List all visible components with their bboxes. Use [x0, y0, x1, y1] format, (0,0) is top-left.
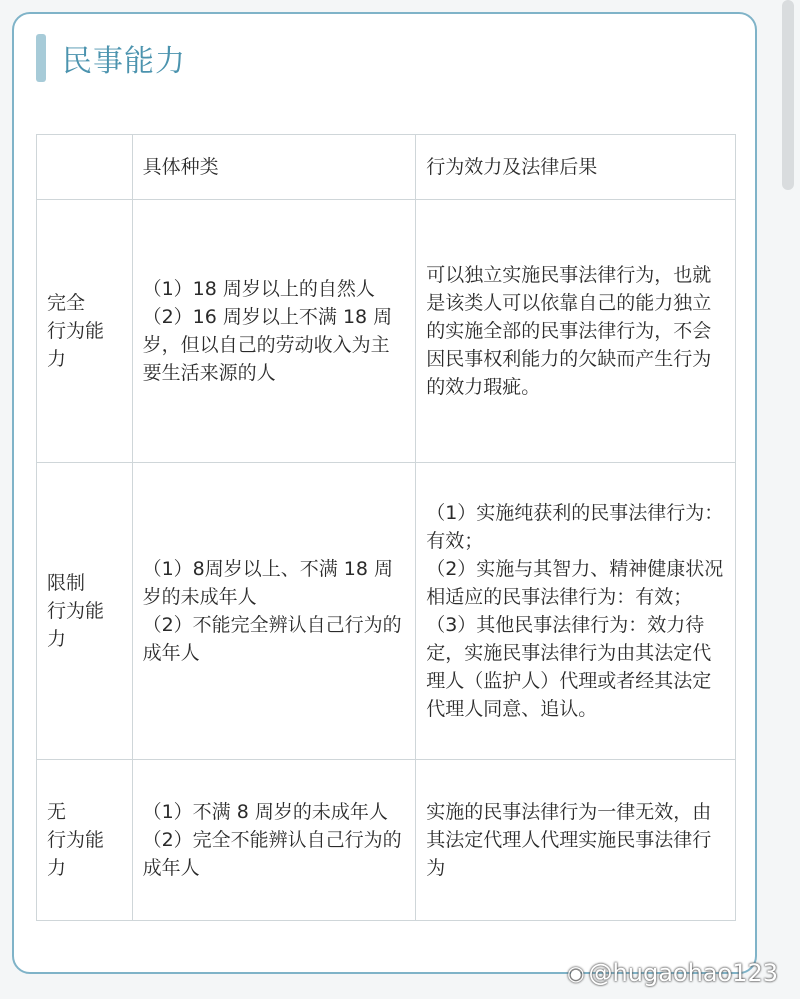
capacity-table — [36, 134, 736, 921]
row-name-line: 行为能 — [47, 320, 105, 342]
page-title: 民事能力 — [62, 44, 186, 79]
scrollbar-thumb[interactable] — [782, 0, 794, 190]
weibo-icon: ◉ — [567, 961, 585, 985]
row-types-cell — [132, 760, 416, 921]
title-accent-bar — [36, 34, 46, 82]
effect-item: 实施的民事法律行为一律无效，由其法定代理人代理实施民事法律行为 — [426, 801, 712, 879]
header-types: 具体种类 — [132, 135, 416, 200]
type-item: （1）18 周岁以上的自然人 — [142, 278, 375, 300]
row-name-line: 完全 — [47, 292, 86, 314]
header-effect: 行为效力及法律后果 — [416, 135, 736, 200]
row-name-cell — [37, 200, 133, 463]
table-row — [37, 200, 736, 463]
row-name-line: 无 — [47, 801, 67, 823]
type-item: （2）完全不能辨认自己行为的成年人 — [142, 829, 402, 879]
type-item: （2）不能完全辨认自己行为的成年人 — [142, 614, 402, 664]
row-types-cell — [132, 200, 416, 463]
row-name-line: 行为能 — [47, 829, 105, 851]
watermark — [567, 959, 778, 987]
table-row — [37, 463, 736, 760]
row-name-line: 限制 — [47, 572, 86, 594]
watermark-text: @hugaohao123 — [588, 959, 778, 987]
row-name-line: 行为能 — [47, 600, 105, 622]
row-types-cell — [132, 463, 416, 760]
effect-item: （1）实施纯获利的民事法律行为：有效； — [426, 502, 724, 552]
row-name-line: 力 — [47, 348, 67, 370]
row-name-line: 力 — [47, 857, 67, 879]
row-effect-cell — [416, 463, 736, 760]
effect-item: 可以独立实施民事法律行为，也就是该类人可以依靠自己的能力独立的实施全部的民事法律行为，不会因民事权利能力的欠缺而产生行为的效力瑕疵。 — [426, 264, 712, 398]
content-card — [12, 12, 757, 974]
row-name-cell — [37, 463, 133, 760]
table-row — [37, 760, 736, 921]
table-header-row — [37, 135, 736, 200]
row-effect-cell — [416, 200, 736, 463]
type-item: （2）16 周岁以上不满 18 周岁，但以自己的劳动收入为主要生活来源的人 — [142, 306, 393, 384]
effect-item: （2）实施与其智力、精神健康状况相适应的民事法律行为：有效； — [426, 558, 724, 608]
row-name-cell — [37, 760, 133, 921]
row-name-line: 力 — [47, 628, 67, 650]
type-item: （1）不满 8 周岁的未成年人 — [142, 801, 388, 823]
header-empty — [37, 135, 133, 200]
effect-item: （3）其他民事法律行为：效力待定，实施民事法律行为由其法定代理人（监护人）代理或者经其法定代理人同意、追认。 — [426, 614, 712, 720]
type-item: （1）8周岁以上、不满 18 周岁的未成年人 — [142, 558, 394, 608]
row-effect-cell — [416, 760, 736, 921]
